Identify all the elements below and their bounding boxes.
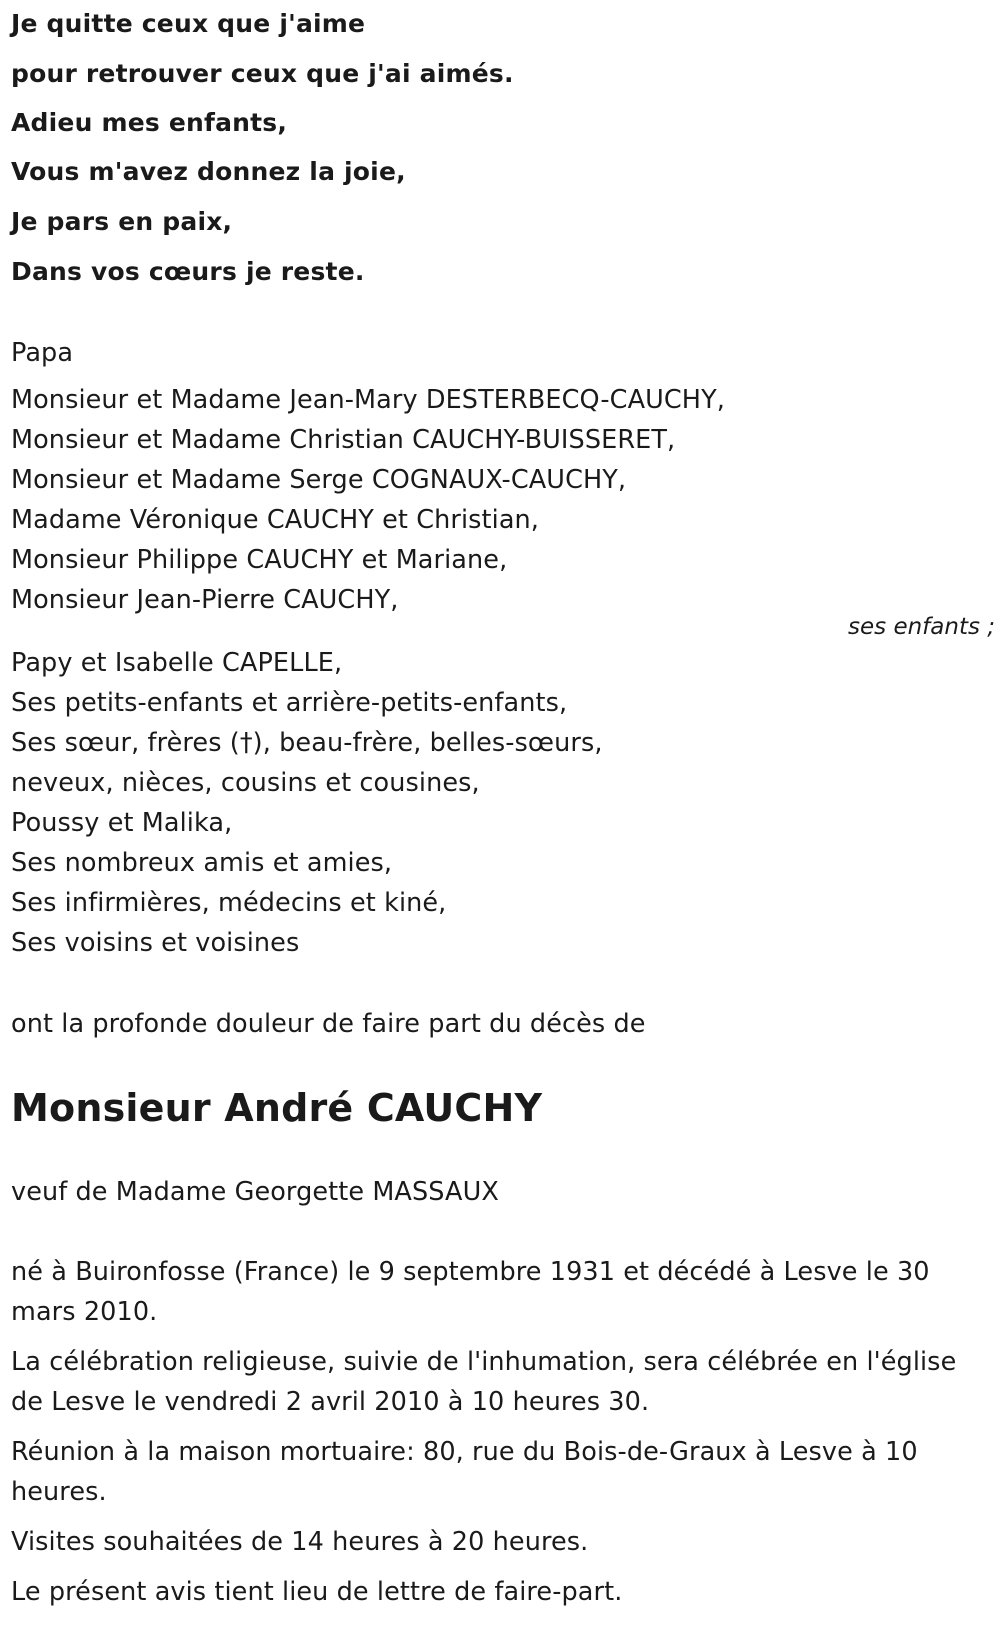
poem-line: Adieu mes enfants,	[11, 108, 288, 137]
ceremony-details: La célébration religieuse, suivie de l'inhumation, sera célébrée en l'église de Lesve le vendredi 2 avril 2010 à 10 heures 30.	[11, 1347, 957, 1417]
gathering-details: Réunion à la maison mortuaire: 80, rue du Bois-de-Graux à Lesve à 10 heures.	[11, 1437, 918, 1507]
family-child: Monsieur et Madame Christian CAUCHY-BUISSERET,	[11, 425, 676, 455]
family-child: Monsieur Philippe CAUCHY et Mariane,	[11, 545, 508, 575]
family-member: neveux, nièces, cousins et cousines,	[11, 768, 480, 798]
poem-line: Je pars en paix,	[11, 207, 233, 236]
family-child: Monsieur et Madame Jean-Mary DESTERBECQ-CAUCHY,	[11, 385, 725, 415]
poem-line: pour retrouver ceux que j'ai aimés.	[11, 59, 514, 88]
visiting-hours: Visites souhaitées de 14 heures à 20 heures.	[11, 1527, 589, 1557]
family-child: Monsieur et Madame Serge COGNAUX-CAUCHY,	[11, 465, 627, 495]
family-child: Madame Véronique CAUCHY et Christian,	[11, 505, 540, 535]
family-member: Ses sœur, frères (†), beau-frère, belles-sœurs,	[11, 728, 603, 758]
family-member: Ses infirmières, médecins et kiné,	[11, 888, 447, 918]
children-label: ses enfants ;	[848, 614, 995, 640]
family-member: Ses petits-enfants et arrière-petits-enfants,	[11, 688, 568, 718]
closing-note: Le présent avis tient lieu de lettre de faire-part.	[11, 1577, 623, 1607]
deceased-name: Monsieur André CAUCHY	[11, 1086, 543, 1130]
family-member: Poussy et Malika,	[11, 808, 233, 838]
family-member: Papy et Isabelle CAPELLE,	[11, 648, 343, 678]
announcement-text: ont la profonde douleur de faire part du décès de	[11, 1009, 646, 1039]
poem-line: Dans vos cœurs je reste.	[11, 257, 365, 286]
family-child: Monsieur Jean-Pierre CAUCHY,	[11, 585, 399, 615]
birth-death-details: né à Buironfosse (France) le 9 septembre 1931 et décédé à Lesve le 30 mars 2010.	[11, 1257, 930, 1327]
poem-line: Je quitte ceux que j'aime	[11, 9, 366, 38]
poem-line: Vous m'avez donnez la joie,	[11, 157, 406, 186]
widower-of: veuf de Madame Georgette MASSAUX	[11, 1177, 499, 1207]
family-member: Ses voisins et voisines	[11, 928, 300, 958]
family-member: Ses nombreux amis et amies,	[11, 848, 393, 878]
family-papa: Papa	[11, 338, 74, 368]
